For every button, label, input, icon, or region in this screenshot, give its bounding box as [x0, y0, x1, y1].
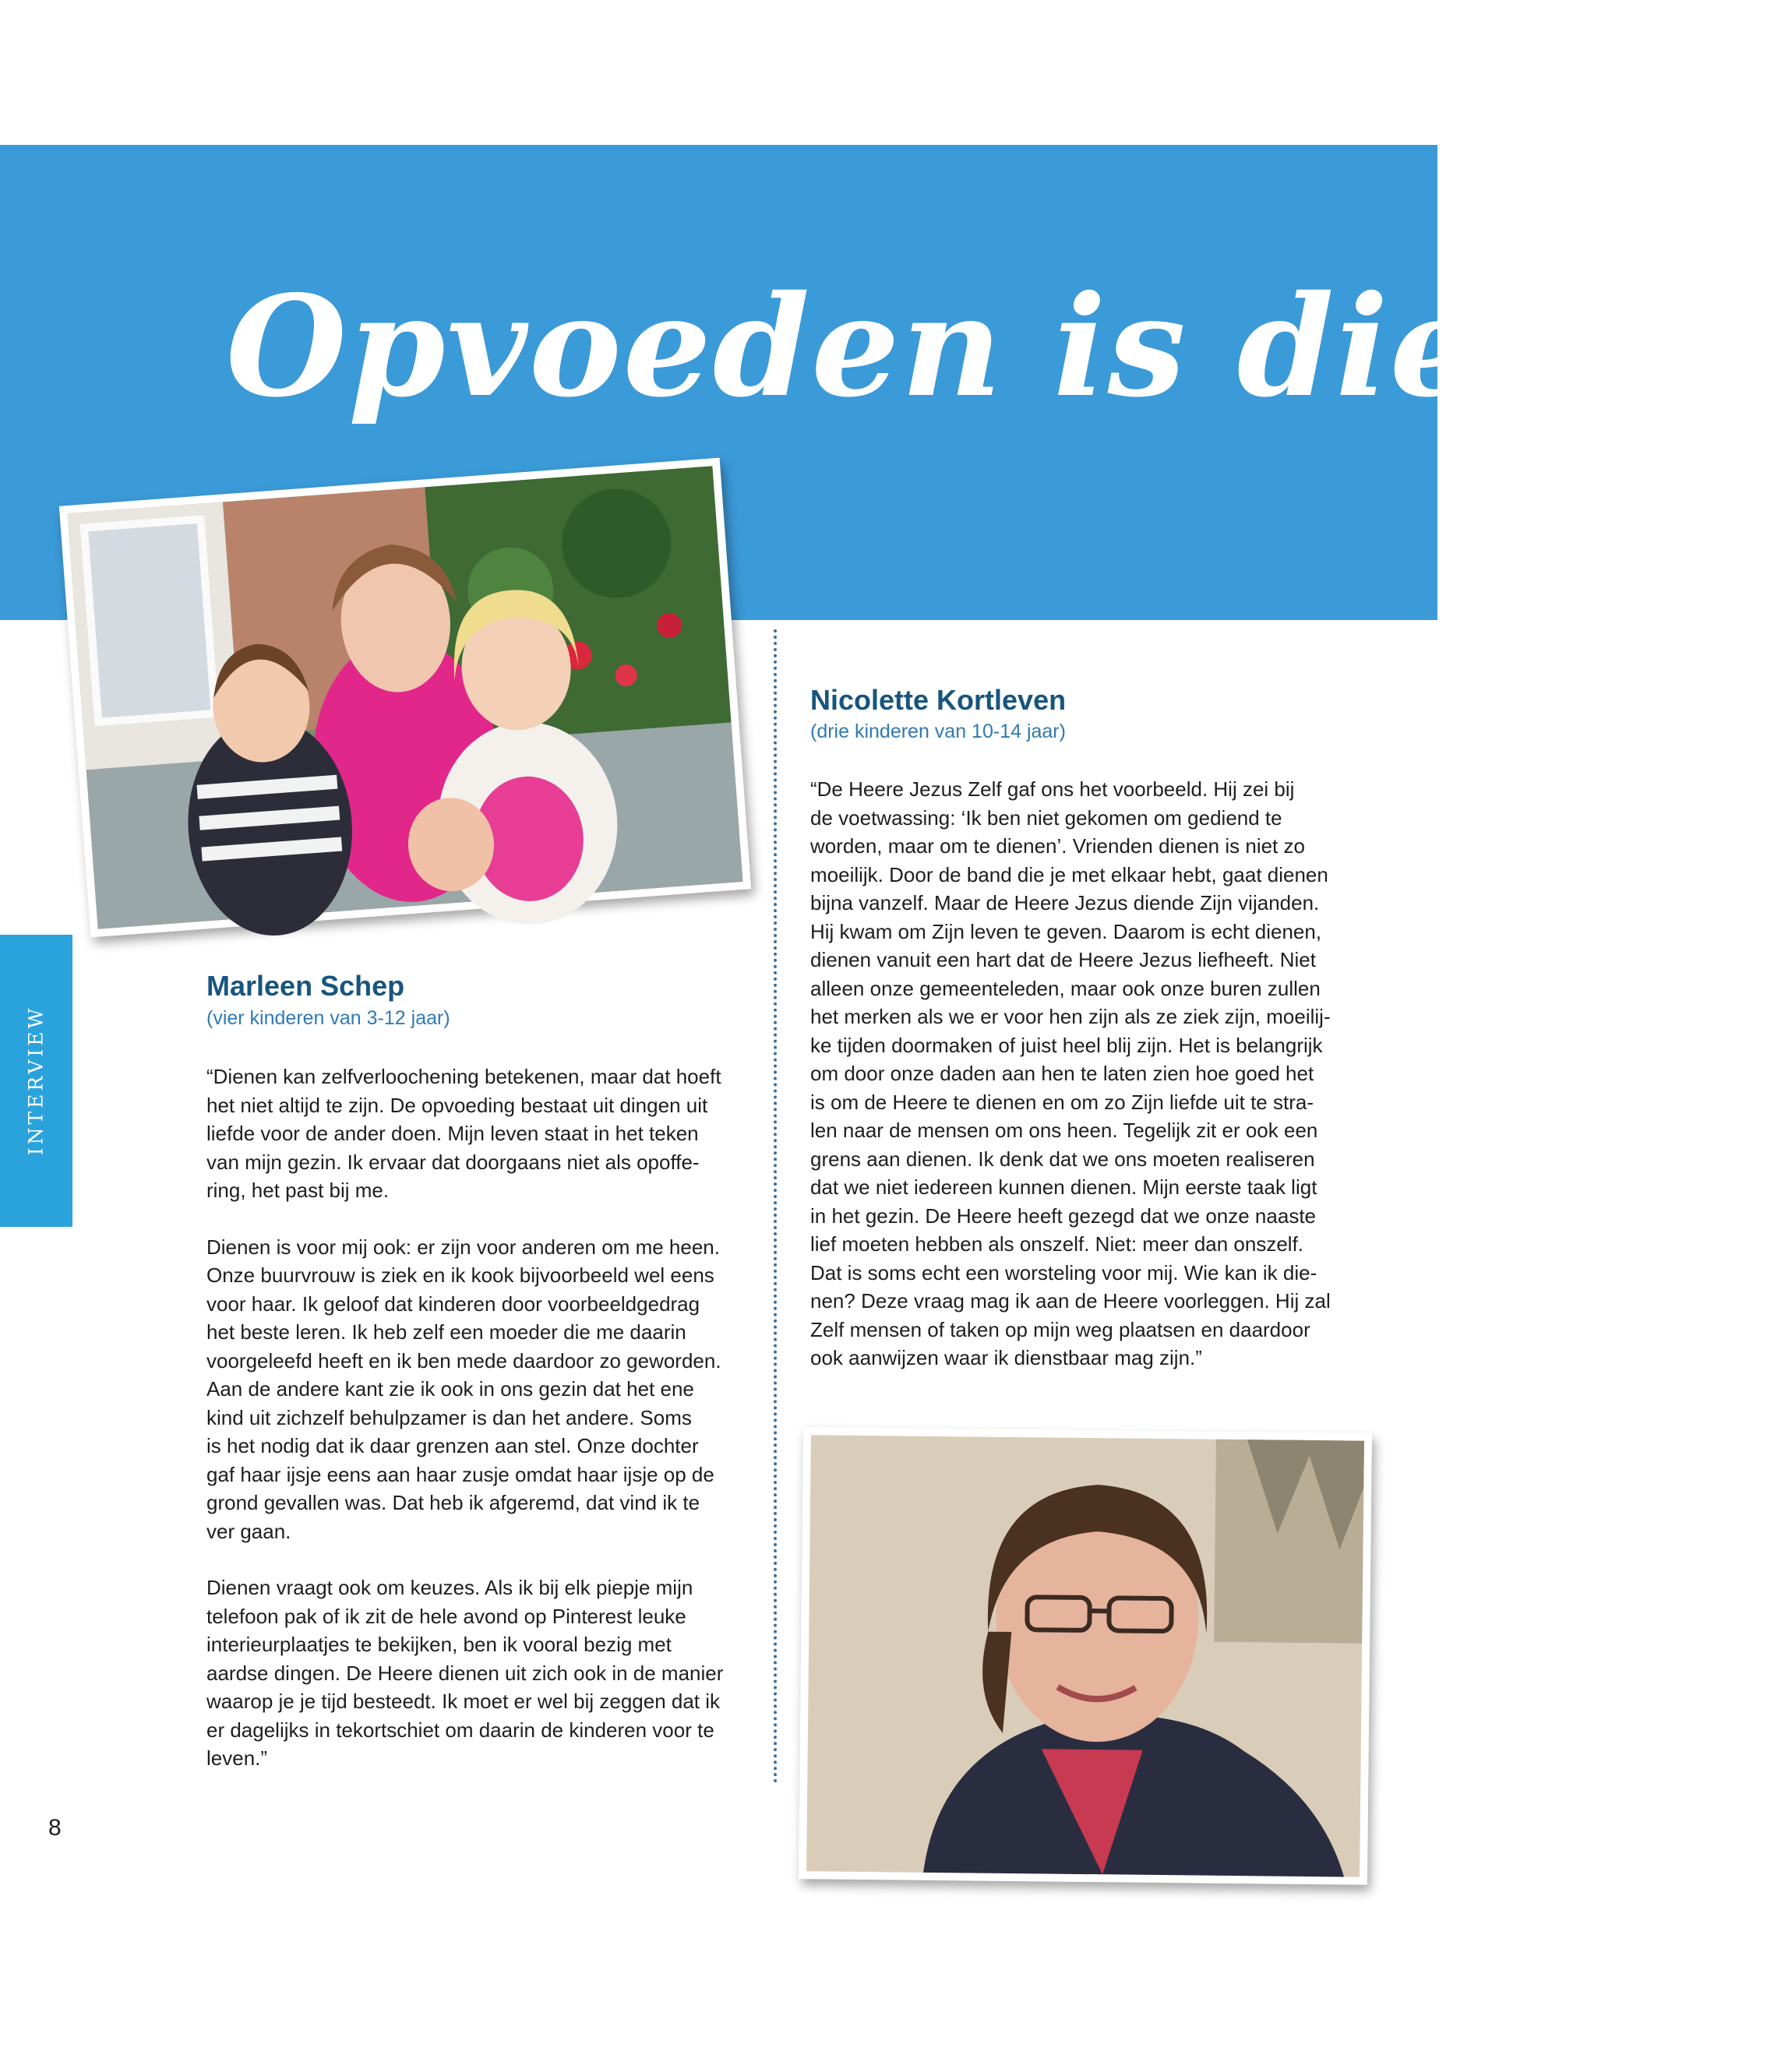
column-divider — [774, 629, 777, 1784]
author-subtitle-left: (vier kinderen van 3-12 jaar) — [206, 1007, 450, 1029]
paragraph: Dienen vraagt ook om keuzes. Als ik bij elk piepje mijn telefoon pak of ik zit de hele avond op Pinterest leuke interieurplaatjes te bekijken, ben ik vooral bezig met aardse dingen. De Heere dienen uit zich ook in de manier waarop je je tijd besteedt. Ik moet er wel bij zeggen dat ik er dagelijks in tekortschiet om daarin de kinderen voor te leven.” — [206, 1576, 724, 1770]
family-photo — [59, 458, 751, 938]
author-name-left: Marleen Schep — [206, 970, 405, 1002]
paragraph: “De Heere Jezus Zelf gaf ons het voorbeeld. Hij zei bij de voetwassing: ‘Ik ben niet gekomen om gediend te worden, maar om te dienen’. Vrienden dienen is niet zo moeilijk. Door de band die je met elkaar hebt, gaat dienen bijna vanzelf. Maar de Heere Jezus diende Zijn vijanden. Hij kwam om Zijn leven te geven. Daarom is echt dienen, dienen vanuit een hart dat de Heere Jezus liefheeft. Niet alleen onze gemeenteleden, maar ook onze buren zullen het merken als we er voor hen zijn als ze ziek zijn, moeilij- ke tijden doormaken of juist heel blij zijn. Het is belangrijk om door onze daden aan hen te laten zien hoe goed het is om de Heere te dienen en om zo Zijn liefde uit te stra- len naar de mensen om ons heen. Tegelijk zit er ook een grens aan dienen. Ik denk dat we ons moeten realiseren dat we niet iedereen kunnen dienen. Mijn eerste taak ligt in het gezin. De Heere heeft gezegd dat we onze naaste lief moeten hebben als onszelf. Niet: meer dan onszelf. Dat is soms echt een worsteling voor mij. Wie kan ik die- nen? Deze vraag mag ik aan de Heere voorleggen. Hij zal Zelf mensen of taken op mijn weg plaatsen en daardoor ook aanwijzen waar ik dienstbaar mag zijn.” — [810, 777, 1331, 1369]
portrait-photo-image — [806, 1435, 1364, 1876]
article-body-right — [810, 775, 1356, 1401]
author-name-right: Nicolette Kortleven — [810, 684, 1067, 716]
section-tab-label: INTERVIEW — [24, 1005, 48, 1156]
page-title: Opvoeden is dienen — [226, 265, 1774, 428]
section-tab — [0, 935, 72, 1227]
paragraph: “Dienen kan zelfverloochening betekenen, maar dat hoeft het niet altijd te zijn. De opvoeding bestaat uit dingen uit liefde voor de ander doen. Mijn leven staat in het teken van mijn gezin. Ik ervaar dat doorgaans niet als opoffe- ring, het past bij me. — [206, 1065, 721, 1202]
paragraph: Dienen is voor mij ook: er zijn voor anderen om me heen. Onze buurvrouw is ziek en ik kook bijvoorbeeld wel eens voor haar. Ik geloof dat kinderen door voorbeeldgedrag het beste leren. Ik heb zelf een moeder die me daarin voorgeleefd heeft en ik ben mede daardoor zo geworden. Aan de andere kant zie ik ook in ons gezin dat het ene kind uit zichzelf behulpzamer is dan het andere. Soms is het nodig dat ik daar grenzen aan stel. Onze dochter gaf haar ijsje eens aan haar zusje omdat haar ijsje op de grond gevallen was. Dat heb ik afgeremd, dat vind ik te ver gaan. — [206, 1235, 721, 1543]
page-number: 8 — [48, 1815, 62, 1841]
article-body-left — [206, 1062, 752, 1801]
family-photo-image — [68, 466, 743, 929]
author-subtitle-right: (drie kinderen van 10-14 jaar) — [810, 721, 1066, 742]
portrait-photo — [799, 1427, 1372, 1885]
